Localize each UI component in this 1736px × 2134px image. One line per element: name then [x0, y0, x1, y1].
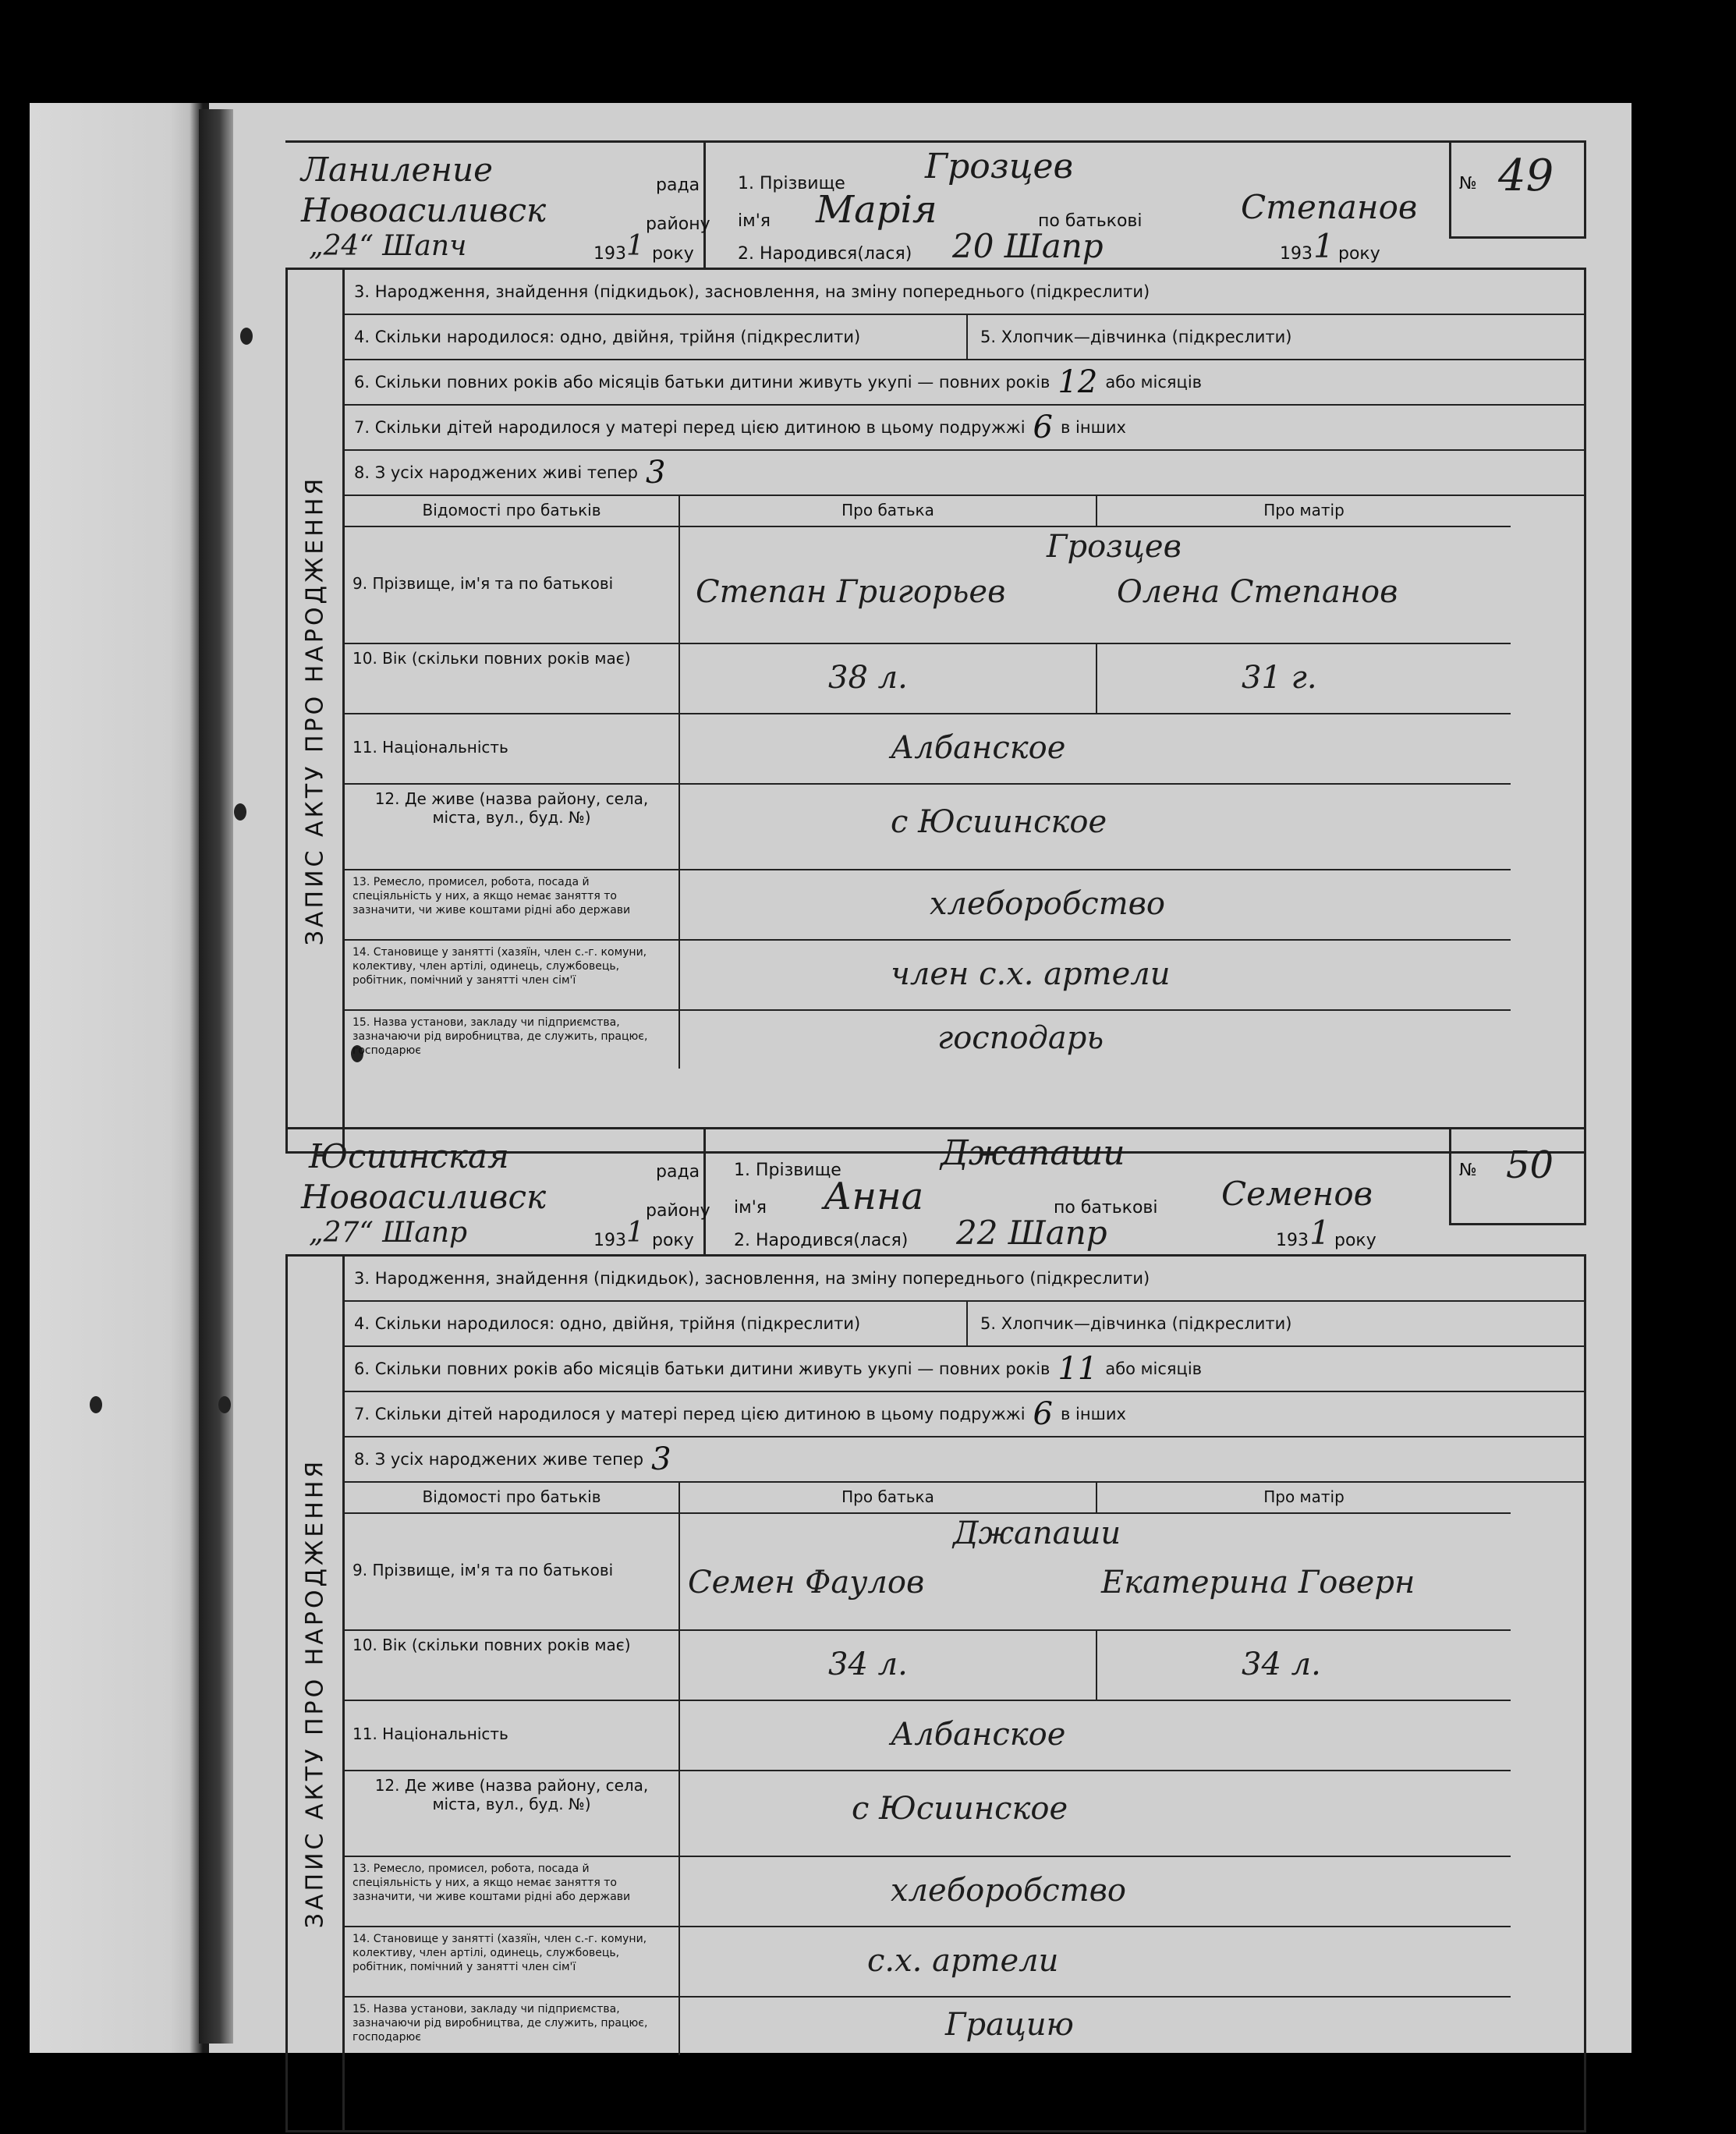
col-info-header: Відомості про батьків — [345, 1483, 680, 1514]
record-header — [285, 140, 1586, 268]
q6-handwriting: 12 — [1058, 364, 1098, 400]
raion-label: району — [646, 1201, 710, 1221]
col-father-header: Про батька — [680, 496, 1097, 527]
row11-label: 11. Національність — [345, 714, 680, 785]
row12-label: 12. Де живе (назва району, села, міста, вул., буд. №) — [345, 1771, 680, 1857]
name-label: ім'я — [738, 211, 771, 231]
q6-handwriting: 11 — [1058, 1351, 1098, 1387]
q8-handwriting: 3 — [651, 1441, 671, 1477]
occupation-handwriting: хлеборобство — [891, 1873, 1126, 1909]
name-label: ім'я — [734, 1198, 767, 1218]
rada-label: рада — [656, 175, 700, 195]
record-body — [285, 1254, 1586, 2132]
parents-surname-handwriting: Грозцев — [1047, 529, 1182, 565]
q8-row: 8. З усіх народжених живе тепер 3 — [345, 1437, 1584, 1483]
row14-value — [680, 1927, 1511, 1998]
year-label: року — [652, 1231, 694, 1250]
q8-row: 8. З усіх народжених живі тепер 3 — [345, 451, 1584, 496]
surname-label: 1. Прізвище — [734, 1161, 841, 1180]
q5-text: 5. Хлопчик—дівчинка (підкреслити) — [980, 328, 1292, 346]
surname-label: 1. Прізвище — [738, 174, 845, 193]
q4-text: 4. Скільки народилося: одно, двійня, трійня (підкреслити) — [354, 315, 968, 359]
year-print: 193 — [593, 244, 626, 264]
born-year-label: року — [1334, 1231, 1376, 1250]
q4-q5-row — [345, 315, 1584, 360]
row13-label: 13. Ремесло, промисел, робота, посада й спеціяльність у них, а якщо немає заняття то зазначити, чи живе коштами рідні або держави — [345, 1857, 680, 1927]
year-handwriting: 1 — [626, 1217, 644, 1249]
raion-handwriting: Новоасиливск — [301, 1178, 547, 1216]
year-print: 193 — [593, 1231, 626, 1250]
q7-row: 7. Скільки дітей народилося у матері перед цією дитиною в цьому подружжі 6 в інших — [345, 1392, 1584, 1437]
born-label: 2. Народився(лася) — [738, 244, 912, 264]
number-handwriting: 50 — [1506, 1143, 1554, 1187]
born-year-handwriting: 1 — [1313, 227, 1334, 265]
row14-label: 14. Становище у занятті (хазяїн, член с.-г. комуни, колективу, член артілі, одинець, службовець, робітник, помічний у занятті член сім'ї — [345, 941, 680, 1011]
residence-handwriting: с Юсиинское — [891, 804, 1107, 840]
col-mother-header: Про матір — [1097, 1483, 1511, 1514]
q7-row: 7. Скільки дітей народилося у матері перед цією дитиною в цьому подружжі 6 в інших — [345, 406, 1584, 451]
q7-handwriting: 6 — [1033, 1396, 1053, 1432]
row13-label: 13. Ремесло, промисел, робота, посада й спеціяльність у них, а якщо немає заняття то зазначити, чи живе коштами рідні або держави — [345, 870, 680, 941]
q7-handwriting: 6 — [1033, 409, 1053, 445]
born-handwriting: 20 Шапр — [952, 227, 1104, 265]
binding-hole — [90, 1396, 102, 1413]
parents-table — [345, 1483, 1584, 2130]
surname-handwriting: Грозцев — [925, 147, 1074, 186]
date-handwriting: „24“ Шапч — [309, 230, 467, 262]
q5-text: 5. Хлопчик—дівчинка (підкреслити) — [980, 1314, 1292, 1333]
row11-value — [680, 1701, 1511, 1771]
status-handwriting: член с.х. артели — [891, 956, 1171, 992]
year-handwriting: 1 — [626, 230, 644, 262]
side-title: ЗАПИС АКТУ ПРО НАРОДЖЕННЯ — [288, 270, 345, 1151]
row12-value — [680, 1771, 1511, 1857]
father-name-handwriting: Степан Григорьев — [696, 574, 1006, 610]
patronymic-handwriting: Семенов — [1221, 1175, 1373, 1213]
patronymic-label: по батькові — [1038, 211, 1143, 231]
record-header — [285, 1127, 1586, 1254]
row11-label: 11. Національність — [345, 1701, 680, 1771]
binding-hole — [218, 1396, 231, 1413]
birth-record-1 — [285, 140, 1586, 1154]
rada-handwriting: Юсиинская — [309, 1137, 509, 1175]
q6-row: 6. Скільки повних років або місяців батьки дитини живуть укупі — повних років 11 або місяців — [345, 1347, 1584, 1392]
row11-value — [680, 714, 1511, 785]
born-year-label: року — [1338, 244, 1380, 264]
mother-name-handwriting: Екатерина Говерн — [1101, 1565, 1415, 1600]
row9-label: 9. Прізвище, ім'я та по батькові — [345, 1514, 680, 1631]
row12-label: 12. Де живе (назва району, села, міста, вул., буд. №) — [345, 785, 680, 870]
q4-q5-row — [345, 1302, 1584, 1347]
row9-label: 9. Прізвище, ім'я та по батькові — [345, 527, 680, 644]
nationality-handwriting: Албанское — [891, 1717, 1066, 1753]
col-father-header: Про батька — [680, 1483, 1097, 1514]
mother-age-handwriting: 31 г. — [1242, 660, 1317, 696]
q4-text: 4. Скільки народилося: одно, двійня, трійня (підкреслити) — [354, 1302, 968, 1345]
born-label: 2. Народився(лася) — [734, 1231, 909, 1250]
binding-strip — [199, 109, 233, 2044]
q6-row: 6. Скільки повних років або місяців батьки дитини живуть укупі — повних років 12 або місяців — [345, 360, 1584, 406]
name-handwriting: Марія — [816, 188, 937, 232]
binding-hole — [234, 803, 246, 821]
row10-label: 10. Вік (скільки повних років має) — [345, 1631, 680, 1701]
row15-label: 15. Назва установи, закладу чи підприємства, зазначаючи рід виробництва, де служить, працює, господарює — [345, 1998, 680, 2055]
parents-table — [345, 496, 1584, 1151]
born-year-print: 193 — [1276, 1231, 1309, 1250]
number-label: № — [1459, 174, 1477, 193]
institution-handwriting: господарь — [937, 1020, 1104, 1056]
col-mother-header: Про матір — [1097, 496, 1511, 527]
binding-hole — [240, 328, 253, 345]
q8-handwriting: 3 — [645, 455, 666, 491]
row15-value — [680, 1998, 1511, 2055]
q3-row: 3. Народження, знайдення (підкидьок), засновлення, на зміну попереднього (підкреслити) — [345, 270, 1584, 315]
born-year-print: 193 — [1280, 244, 1313, 264]
row15-label: 15. Назва установи, закладу чи підприємства, зазначаючи рід виробництва, де служить, працює, господарює — [345, 1011, 680, 1069]
father-age-handwriting: 34 л. — [828, 1647, 908, 1682]
raion-handwriting: Новоасиливск — [301, 191, 547, 229]
father-age-handwriting: 38 л. — [828, 660, 908, 696]
born-year-handwriting: 1 — [1309, 1214, 1330, 1252]
q3-row: 3. Народження, знайдення (підкидьок), засновлення, на зміну попереднього (підкреслити) — [345, 1257, 1584, 1302]
record-number-box — [1449, 143, 1586, 239]
record-number-box — [1449, 1129, 1586, 1225]
parents-surname-handwriting: Джапаши — [953, 1515, 1121, 1551]
year-label: року — [652, 244, 694, 264]
institution-handwriting: Грацию — [945, 2007, 1074, 2043]
nationality-handwriting: Албанское — [891, 730, 1066, 766]
col-info-header: Відомості про батьків — [345, 496, 680, 527]
birth-record-2 — [285, 1127, 1586, 2132]
patronymic-handwriting: Степанов — [1241, 188, 1418, 226]
residence-handwriting: с Юсиинское — [852, 1791, 1068, 1827]
number-label: № — [1459, 1161, 1477, 1180]
number-handwriting: 49 — [1498, 151, 1554, 201]
rada-label: рада — [656, 1162, 700, 1182]
page-binding — [30, 103, 209, 2053]
date-handwriting: „27“ Шапр — [309, 1217, 468, 1249]
born-handwriting: 22 Шапр — [956, 1214, 1107, 1252]
surname-handwriting: Джапаши — [941, 1133, 1125, 1173]
side-title: ЗАПИС АКТУ ПРО НАРОДЖЕННЯ — [288, 1257, 345, 2130]
record-body — [285, 268, 1586, 1154]
patronymic-label: по батькові — [1054, 1198, 1158, 1218]
raion-label: району — [646, 214, 710, 234]
status-handwriting: с.х. артели — [867, 1943, 1059, 1979]
name-handwriting: Анна — [824, 1175, 924, 1218]
mother-age-handwriting: 34 л. — [1242, 1647, 1321, 1682]
mother-name-handwriting: Олена Степанов — [1117, 574, 1398, 610]
occupation-handwriting: хлеборобство — [930, 886, 1165, 922]
father-name-handwriting: Семен Фаулов — [688, 1565, 925, 1600]
rada-handwriting: Ланиление — [301, 151, 493, 189]
row10-label: 10. Вік (скільки повних років має) — [345, 644, 680, 714]
row14-label: 14. Становище у занятті (хазяїн, член с.-г. комуни, колективу, член артілі, одинець, службовець, робітник, помічний у занятті член сім'ї — [345, 1927, 680, 1998]
